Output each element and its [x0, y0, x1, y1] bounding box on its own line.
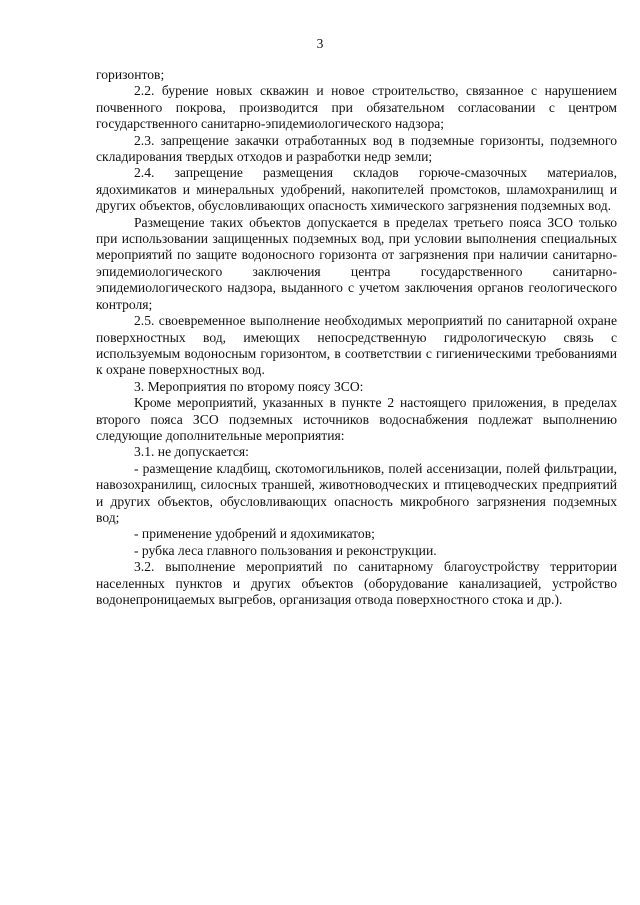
page-number: 3 [316, 36, 324, 51]
paragraph-horizons-continuation: горизонтов; [96, 67, 165, 82]
list-item-fertilizers: - применение удобрений и ядохимикатов; [134, 526, 375, 542]
paragraph-3-1: 3.1. не допускается: [134, 444, 249, 460]
paragraph-3-2: 3.2. выполнение мероприятий по санитарному благоустройству территории населенных пунктов и других объектов (оборудование канализацией, устройство водонепроницаемых выгребов, организация отвода поверхностного стока и др.). [96, 559, 617, 607]
paragraph-3-intro: Кроме мероприятий, указанных в пункте 2 настоящего приложения, в пределах второго пояса ЗСО подземных источников водоснабжения подлежат выполнению следующие дополнительные мероприятия: [96, 395, 617, 443]
paragraph-placement-conditions: Размещение таких объектов допускается в пределах третьего пояса ЗСО только при использовании защищенных подземных вод, при условии выполнения специальных мероприятий по защите водоносного горизонта от загрязнения при наличии санитарно-эпидемиологического заключения центра государственного санитарно-эпидемиологического надзора, выданного с учетом заключения органов геологического контроля; [96, 214, 617, 312]
paragraph-2-3: 2.3. запрещение закачки отработанных вод в подземные горизонты, подземного складирования твердых отходов и разработки недр земли; [96, 132, 617, 165]
paragraph-2-2: 2.2. бурение новых скважин и новое строительство, связанное с нарушением почвенного покрова, производится при обязательном согласовании с центром государственного санитарно-эпидемиологического надзора; [96, 83, 617, 132]
document-body [96, 67, 617, 608]
list-item-logging: - рубка леса главного пользования и реконструкции. [134, 542, 437, 558]
paragraph-3-heading: 3. Мероприятия по второму поясу ЗСО: [134, 378, 364, 394]
list-item-cemeteries: - размещение кладбищ, скотомогильников, полей ассенизации, полей фильтрации, навозохранилищ, силосных траншей, животноводческих и птицеводческих предприятий и других объектов, обусловливающих опасность микробного загрязнения подземных вод; [96, 460, 617, 525]
paragraph-2-4: 2.4. запрещение размещения складов горюче-смазочных материалов, ядохимикатов и минеральных удобрений, накопителей промстоков, шламохранилищ и других объектов, обусловливающих опасность химического загрязнения подземных вод. [96, 165, 617, 214]
paragraph-2-5: 2.5. своевременное выполнение необходимых мероприятий по санитарной охране поверхностных вод, имеющих непосредственную гидрологическую связь с используемым водоносным горизонтом, в соответствии с гигиеническими требованиями к охране поверхностных вод. [96, 313, 617, 378]
